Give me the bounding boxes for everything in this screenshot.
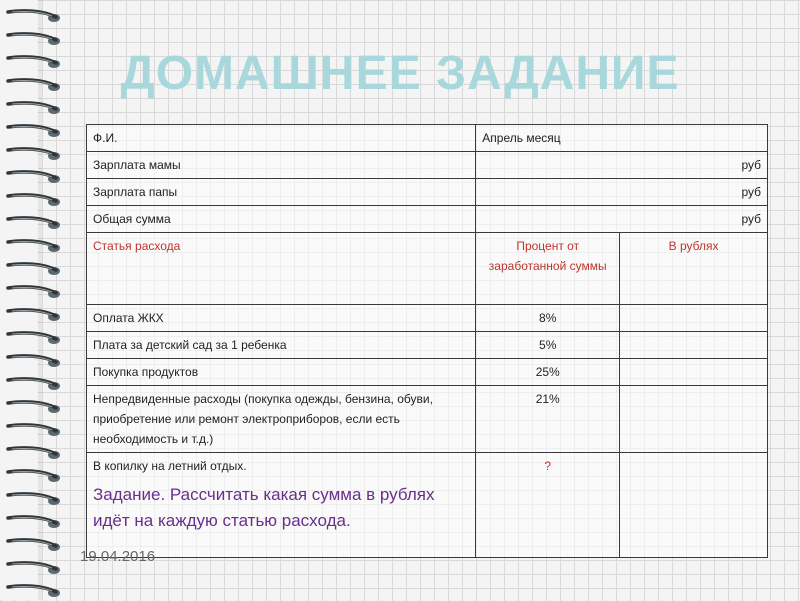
expense-percent-cell: 8% (476, 305, 620, 332)
binding-ring (2, 307, 64, 325)
savings-label: В копилку на летний отдых. (93, 459, 247, 473)
income-label-cell: Зарплата папы (87, 179, 476, 206)
table-row (87, 359, 768, 386)
binding-ring (2, 468, 64, 486)
expense-percent-cell: 5% (476, 332, 620, 359)
expense-rubles-cell (620, 453, 768, 558)
expense-rubles-cell (620, 359, 768, 386)
binding-ring (2, 215, 64, 233)
expense-header-row (87, 233, 768, 305)
expense-label-cell: Оплата ЖКХ (87, 305, 476, 332)
binding-ring (2, 100, 64, 118)
expense-percent-cell: ? (476, 453, 620, 558)
income-unit-cell: руб (476, 179, 768, 206)
income-unit-cell: руб (476, 152, 768, 179)
expense-rubles-cell (620, 332, 768, 359)
income-label-cell: Общая сумма (87, 206, 476, 233)
binding-ring (2, 583, 64, 601)
month-header-cell: Апрель месяц (476, 125, 768, 152)
name-header-cell: Ф.И. (87, 125, 476, 152)
table-row (87, 152, 768, 179)
binding-ring (2, 537, 64, 555)
expense-percent-header: Процент от заработанной суммы (476, 233, 620, 305)
table-row (87, 206, 768, 233)
table-row (87, 179, 768, 206)
binding-ring (2, 284, 64, 302)
binding-ring (2, 491, 64, 509)
binding-ring (2, 238, 64, 256)
task-word: Задание (93, 485, 161, 504)
binding-ring (2, 146, 64, 164)
expense-item-header: Статья расхода (87, 233, 476, 305)
binding-ring (2, 514, 64, 532)
binding-ring (2, 169, 64, 187)
expense-rubles-header: В рублях (620, 233, 768, 305)
expense-label-cell: Плата за детский сад за 1 ребенка (87, 332, 476, 359)
table-row (87, 453, 768, 558)
binding-ring (2, 560, 64, 578)
binding-ring (2, 123, 64, 141)
binding-ring (2, 192, 64, 210)
budget-table (86, 124, 768, 558)
expense-label-cell: Покупка продуктов (87, 359, 476, 386)
binding-ring (2, 330, 64, 348)
binding-ring (2, 8, 64, 26)
binding-ring (2, 422, 64, 440)
table-header-row (87, 125, 768, 152)
table-row (87, 386, 768, 453)
task-body: . Рассчитать какая сумма в рублях идёт на каждую статью расхода. (93, 485, 435, 530)
table-row (87, 305, 768, 332)
binding-ring (2, 445, 64, 463)
income-unit-cell: руб (476, 206, 768, 233)
expense-percent-cell: 25% (476, 359, 620, 386)
expense-rubles-cell (620, 305, 768, 332)
binding-ring (2, 376, 64, 394)
slide-title: ДОМАШНЕЕ ЗАДАНИЕ (120, 47, 680, 100)
binding-ring (2, 261, 64, 279)
expense-rubles-cell (620, 386, 768, 453)
expense-label-cell: Непредвиденные расходы (покупка одежды, бензина, обуви, приобретение или ремонт электроприборов, если есть необходимость и т.д.) (87, 386, 476, 453)
income-label-cell: Зарплата мамы (87, 152, 476, 179)
binding-ring (2, 353, 64, 371)
binding-ring (2, 399, 64, 417)
expense-label-cell (87, 453, 476, 558)
task-text (93, 482, 469, 554)
table-row (87, 332, 768, 359)
expense-percent-cell: 21% (476, 386, 620, 453)
footer-date: 19.04.2016 (80, 548, 156, 565)
